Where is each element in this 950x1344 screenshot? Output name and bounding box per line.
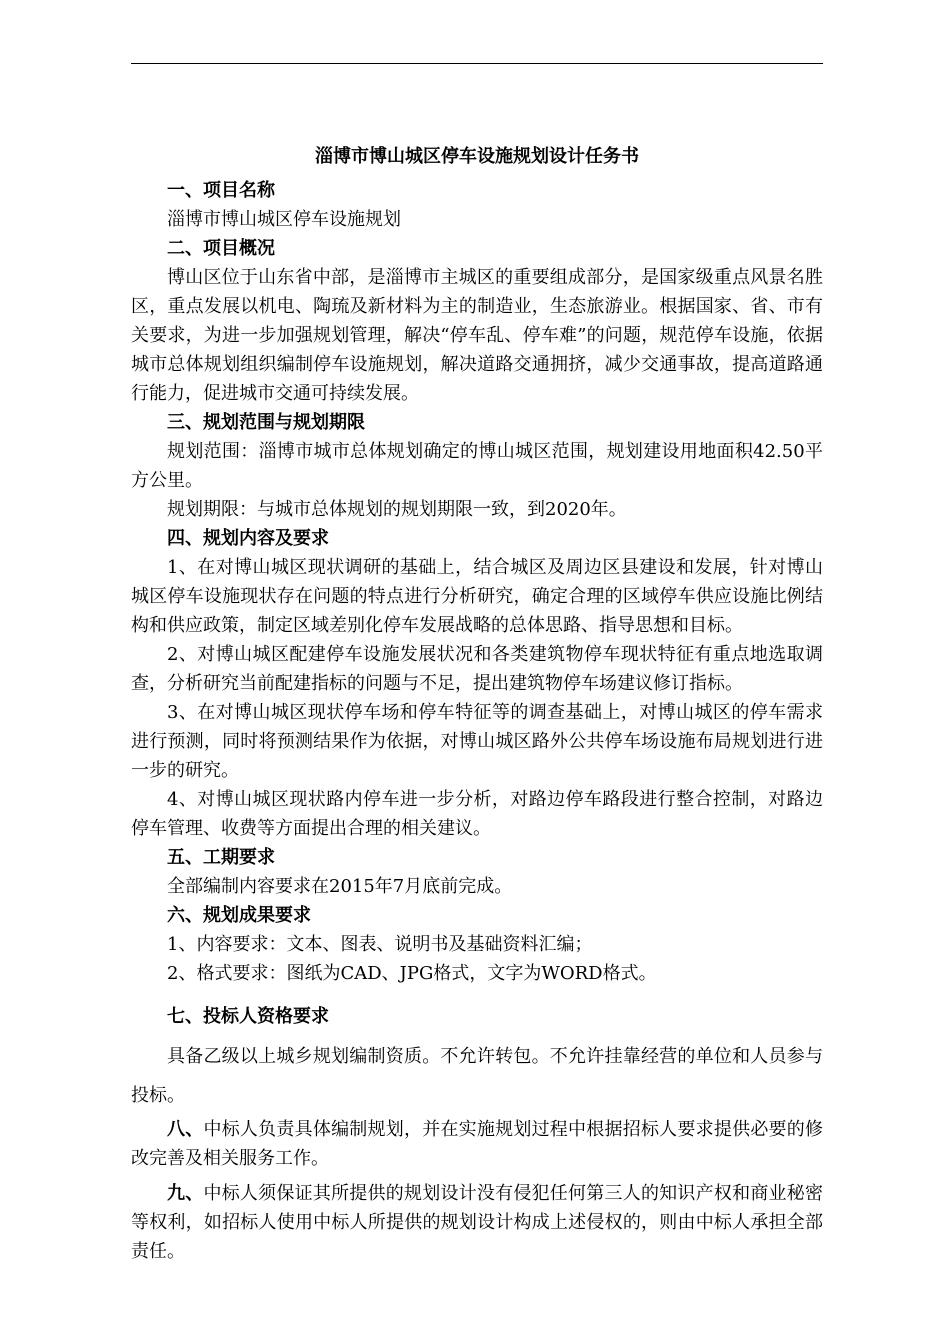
section-8-text: 中标人负责具体编制规划，并在实施规划过程中根据招标人要求提供必要的修改完善及相关服务工作。 <box>131 1119 824 1169</box>
qualification-text: 具备乙级以上城乡规划编制资质。不允许转包。不允许挂靠经营的单位和人员参与投标。 <box>131 1046 823 1106</box>
deliverable-item: 2、格式要求：图纸为CAD、JPG格式，文字为WORD格式。 <box>167 963 657 984</box>
section-heading-schedule: 五、工期要求 <box>167 847 275 868</box>
section-9-lead: 九、 <box>167 1183 204 1204</box>
content-item: 1、在对博山城区现状调研的基础上，结合城区及周边区县建设和发展，针对博山城区停车设施现状存在问题的特点进行分析研究，确定合理的区域停车供应设施比例结构和供应政策，制定区域差别化停车发展战略的总体思路、指导思想和目标。 <box>131 557 823 636</box>
scope-range-text: 规划范围：淄博市城市总体规划确定的博山城区范围，规划建设用地面积42.50平方公里。 <box>131 441 823 491</box>
section-8-paragraph <box>131 1115 823 1173</box>
content-item: 2、对博山城区配建停车设施发展状况和各类建筑物停车现状特征有重点地选取调查，分析研究当前配建指标的问题与不足，提出建筑物停车场建议修订指标。 <box>131 644 823 694</box>
section-heading-project-name: 一、项目名称 <box>167 180 275 201</box>
section-9-paragraph <box>131 1179 823 1266</box>
section-heading-content: 四、规划内容及要求 <box>167 528 329 549</box>
schedule-text: 全部编制内容要求在2015年7月底前完成。 <box>167 876 513 897</box>
section-heading-overview: 二、项目概况 <box>167 238 275 259</box>
document-body <box>131 140 823 1266</box>
content-item: 3、在对博山城区现状停车场和停车特征等的调查基础上，对博山城区的停车需求进行预测，同时将预测结果作为依据，对博山城区路外公共停车场设施布局规划进行进一步的研究。 <box>131 702 823 781</box>
content-item: 4、对博山城区现状路内停车进一步分析，对路边停车路段进行整合控制，对路边停车管理、收费等方面提出合理的相关建议。 <box>131 789 823 839</box>
section-9-text: 中标人须保证其所提供的规划设计没有侵犯任何第三人的知识产权和商业秘密等权利，如招标人使用中标人所提供的规划设计构成上述侵权的，则由中标人承担全部责任。 <box>131 1183 824 1262</box>
project-name-text: 淄博市博山城区停车设施规划 <box>167 209 401 230</box>
header-rule <box>131 63 823 64</box>
scope-period-text: 规划期限：与城市总体规划的规划期限一致，到2020年。 <box>167 499 627 520</box>
section-heading-qualification: 七、投标人资格要求 <box>167 1006 329 1027</box>
section-8-lead: 八、 <box>167 1119 204 1140</box>
deliverable-item: 1、内容要求：文本、图表、说明书及基础资料汇编； <box>167 934 593 955</box>
overview-text: 博山区位于山东省中部，是淄博市主城区的重要组成部分，是国家级重点风景名胜区，重点发展以机电、陶琉及新材料为主的制造业，生态旅游业。根据国家、省、市有关要求，为进一步加强规划管理，解决“停车乱、停车难”的问题，规范停车设施，依据城市总体规划组织编制停车设施规划，解决道路交通拥挤，减少交通事故，提高道路通行能力，促进城市交通可持续发展。 <box>131 267 823 404</box>
section-heading-deliverables: 六、规划成果要求 <box>167 905 311 926</box>
section-heading-scope: 三、规划范围与规划期限 <box>167 412 365 433</box>
document-title: 淄博市博山城区停车设施规划设计任务书 <box>315 146 639 167</box>
